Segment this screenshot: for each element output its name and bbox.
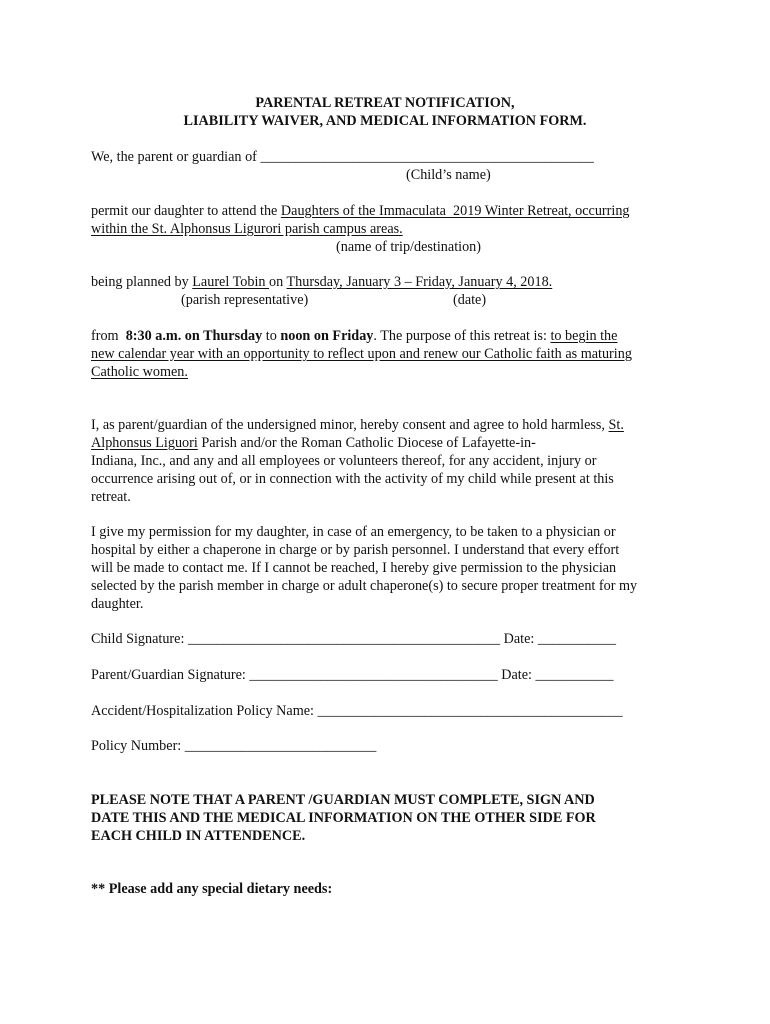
permission-line-1: I give my permission for my daughter, in case of an emergency, to be taken to a physician or: [91, 524, 616, 540]
purpose-2: new calendar year with an opportunity to reflect upon and renew our Catholic faith as maturing: [91, 346, 632, 362]
parent-signature-field[interactable]: Parent/Guardian Signature: ___________________________________ Date: ___________: [91, 667, 614, 683]
form-title-line-2: LIABILITY WAIVER, AND MEDICAL INFORMATION FORM.: [183, 113, 587, 129]
planner-on: on: [269, 274, 287, 290]
waiver-text-1: I, as parent/guardian of the undersigned minor, hereby consent and agree to hold harmless,: [91, 417, 609, 433]
child-signature-field[interactable]: Child Signature: ____________________________________________ Date: ___________: [91, 631, 616, 647]
permission-line-4: selected by the parish member in charge or adult chaperone(s) to secure proper treatment for my: [91, 578, 638, 594]
policy-name-field[interactable]: Accident/Hospitalization Policy Name: ___________________________________________: [91, 703, 623, 719]
parish-representative: Laurel Tobin: [192, 274, 270, 290]
purpose-3: Catholic women.: [91, 364, 188, 380]
notice-line-1: PLEASE NOTE THAT A PARENT /GUARDIAN MUST COMPLETE, SIGN AND: [91, 792, 595, 808]
waiver-line-3: Indiana, Inc., and any and all employees or volunteers thereof, for any accident, injury or: [91, 453, 597, 469]
waiver-line-4: occurrence arising out of, or in connection with the activity of my child while present at this: [91, 471, 614, 487]
trip-name-2: within the St. Alphonsus Ligurori parish campus areas.: [91, 221, 403, 237]
dietary-needs-label: ** Please add any special dietary needs:: [91, 881, 333, 897]
waiver-line-2: [91, 434, 536, 452]
policy-number-field[interactable]: Policy Number: ___________________________: [91, 738, 377, 754]
waiver-parish: Alphonsus Liguori: [91, 435, 198, 451]
retreat-date: Thursday, January 3 – Friday, January 4, 2018.: [286, 274, 553, 290]
waiver-text-2: Parish and/or the Roman Catholic Diocese of Lafayette-in-: [197, 435, 536, 451]
time-line: [91, 327, 617, 345]
trip-line-1: [91, 202, 630, 220]
waiver-st: St.: [608, 417, 624, 433]
trip-caption: (name of trip/destination): [336, 239, 481, 255]
notice-line-2: DATE THIS AND THE MEDICAL INFORMATION ON THE OTHER SIDE FOR: [91, 810, 596, 826]
purpose-prefix: . The purpose of this retreat is:: [373, 328, 551, 344]
time-to: to: [262, 328, 281, 344]
waiver-line-1: [91, 416, 624, 434]
child-name-caption: (Child’s name): [406, 167, 491, 183]
date-caption: (date): [453, 292, 487, 308]
end-time: noon on Friday: [280, 328, 374, 344]
trip-prefix: permit our daughter to attend the: [91, 203, 281, 219]
permission-line-3: will be made to contact me. If I cannot be reached, I hereby give permission to the physician: [91, 560, 617, 576]
parent-line: [91, 148, 594, 166]
notice-line-3: EACH CHILD IN ATTENDENCE.: [91, 828, 306, 844]
time-from: from: [91, 328, 126, 344]
waiver-line-5: retreat.: [91, 489, 131, 505]
start-time: 8:30 a.m. on Thursday: [125, 328, 263, 344]
parent-prefix: We, the parent or guardian of: [91, 149, 261, 165]
planner-prefix: being planned by: [91, 274, 193, 290]
permission-line-5: daughter.: [91, 596, 144, 612]
permission-line-2: hospital by either a chaperone in charge or by parish personnel. I understand that every effort: [91, 542, 620, 558]
purpose-1: to begin the: [550, 328, 618, 344]
planner-line: [91, 273, 552, 291]
child-name-blank[interactable]: _______________________________________________: [260, 149, 594, 165]
rep-caption: (parish representative): [181, 292, 309, 308]
trip-name-1: Daughters of the Immaculata 2019 Winter Retreat, occurring: [280, 203, 630, 219]
form-title-line-1: PARENTAL RETREAT NOTIFICATION,: [255, 95, 515, 111]
